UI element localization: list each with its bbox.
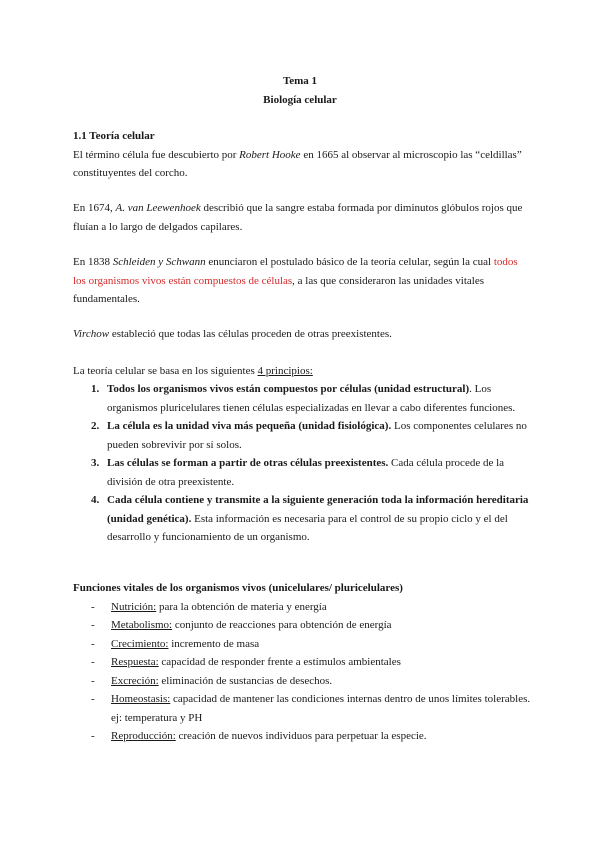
paragraph-leewenhoek <box>73 199 533 236</box>
principle-statement: Todos los organismos vivos están compuestos por células (unidad estructural) <box>107 383 470 395</box>
principles-intro <box>73 362 533 381</box>
principle-detail: . Los organismos pluricelulares tienen células especializadas en llevar a cabo diferentes funciones. <box>107 383 516 414</box>
text: En 1674, <box>73 202 116 214</box>
function-term: Excreción: <box>111 674 159 687</box>
dash-bullet: - <box>91 656 95 668</box>
function-description: para la obtención de materia y energía <box>156 600 327 613</box>
function-description: conjunto de reacciones para obtención de energía <box>172 619 392 631</box>
function-description: incremento de masa <box>168 637 260 650</box>
doc-title: Tema 1 <box>282 75 318 87</box>
text: estableció que todas las células proceden de otras preexistentes. <box>109 328 392 340</box>
principle-statement: La célula es la unidad viva más pequeña (unidad fisiológica). <box>107 420 392 432</box>
list-item <box>91 727 533 746</box>
name-virchow: Virchow <box>73 328 110 340</box>
dash-bullet: - <box>91 600 95 613</box>
dash-bullet: - <box>91 730 95 742</box>
section-heading: Funciones vitales de los organismos vivos (unicelulares/ pluricelulares) <box>73 582 403 594</box>
list-item <box>91 616 533 635</box>
function-term: Metabolismo: <box>111 619 173 631</box>
principle-detail: Los componentes celulares no pueden sobrevivir por sí solos. <box>107 420 527 451</box>
text: describió que la sangre estaba formada por diminutos glóbulos rojos que fluían a lo largo de delgados capilares. <box>73 202 523 233</box>
principle-number: 3. <box>91 457 100 469</box>
principle-number: 1. <box>91 383 100 395</box>
underlined-text: 4 principios: <box>257 365 313 377</box>
doc-subtitle: Biología celular <box>263 94 337 106</box>
section-teoria-celular <box>73 127 533 183</box>
text: El término célula fue descubierto por <box>73 148 240 161</box>
text: enunciaron el postulado básico de la teoría celular, según la cual <box>205 256 494 268</box>
dash-bullet: - <box>91 693 95 705</box>
function-description: capacidad de responder frente a estímulos ambientales <box>158 656 401 668</box>
name-hooke: Robert Hooke <box>239 148 301 161</box>
function-description: capacidad de mantener las condiciones internas dentro de unos límites tolerables. ej: temperatura y PH <box>111 693 531 724</box>
dash-bullet: - <box>91 637 95 650</box>
principles-list <box>91 380 531 547</box>
function-term: Nutrición: <box>111 600 157 613</box>
text: En 1838 <box>73 256 113 268</box>
text: en 1665 al observar al microscopio las “celdillas” constituyentes del corcho. <box>73 148 522 179</box>
principle-item <box>91 454 531 491</box>
function-term: Homeostasis: <box>111 693 171 705</box>
principle-number: 2. <box>91 420 100 432</box>
list-item <box>91 653 533 672</box>
name-schleiden-schwann: Schleiden y Schwann <box>112 256 206 268</box>
principle-item <box>91 417 531 454</box>
function-description: creación de nuevos individuos para perpetuar la especie. <box>175 730 427 742</box>
principle-detail: Cada célula procede de la división de otra preexistente. <box>107 457 505 488</box>
text: , a las que consideraron las unidades vitales fundamentales. <box>73 274 485 305</box>
section-funciones-vitales <box>73 579 533 746</box>
principle-item <box>91 491 531 547</box>
function-term: Crecimiento: <box>111 637 169 650</box>
dash-bullet: - <box>91 674 95 687</box>
function-term: Respuesta: <box>111 656 159 668</box>
list-item <box>91 635 533 654</box>
paragraph-virchow <box>73 325 533 344</box>
function-description: eliminación de sustancias de desechos. <box>158 674 333 687</box>
highlighted-statement: todos los organismos vivos están compuestos de células <box>73 256 518 287</box>
principle-detail: Esta información es necesaria para el control de su propio ciclo y el del desarrollo y funcionamiento de un organismo. <box>107 512 508 543</box>
principle-statement: Cada célula contiene y transmite a la siguiente generación toda la información hereditaria (unidad genética). <box>107 494 529 525</box>
principle-number: 4. <box>91 494 100 506</box>
list-item <box>91 672 533 691</box>
list-item <box>91 598 533 617</box>
text: La teoría celular se basa en los siguientes <box>73 365 258 377</box>
function-term: Reproducción: <box>111 730 176 742</box>
principle-item <box>91 380 531 417</box>
paragraph-hooke <box>73 146 533 183</box>
dash-bullet: - <box>91 619 95 631</box>
list-item <box>91 690 533 727</box>
principle-statement: Las células se forman a partir de otras células preexistentes. <box>107 457 389 469</box>
section-heading: 1.1 Teoría celular <box>73 130 155 142</box>
paragraph-schleiden-schwann <box>73 253 533 309</box>
name-leewenhoek: A. van Leewenhoek <box>115 202 201 214</box>
